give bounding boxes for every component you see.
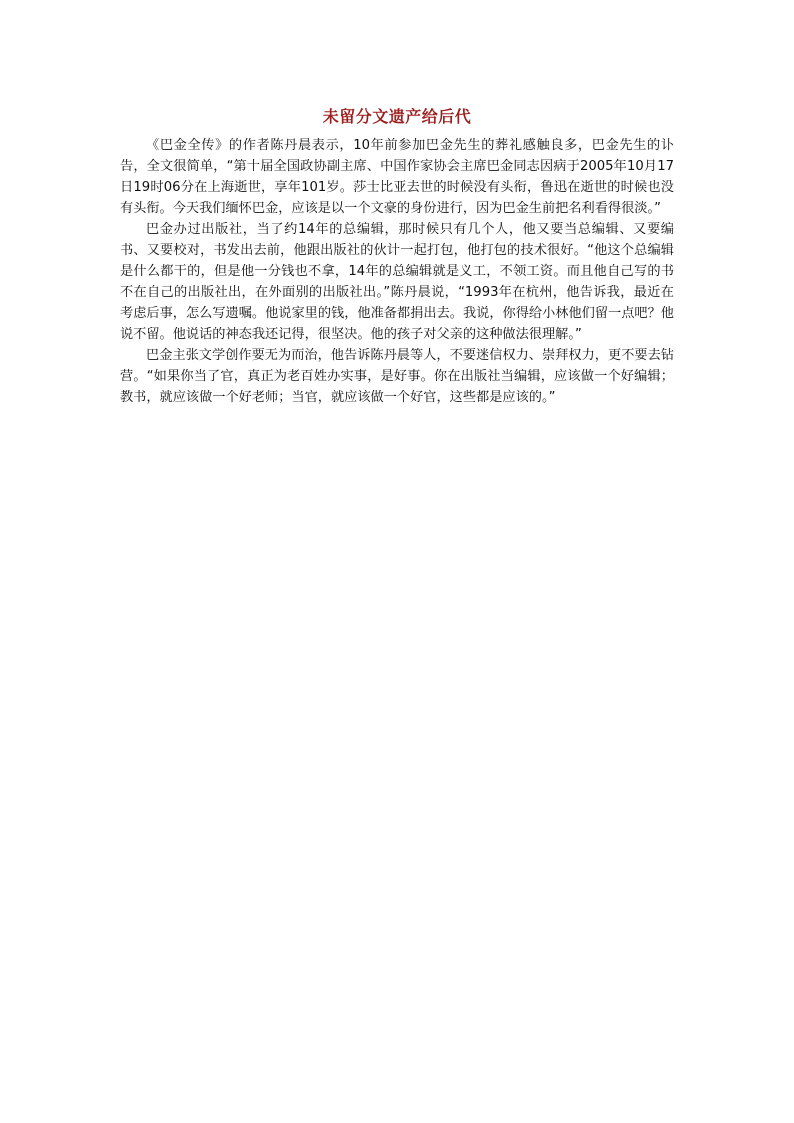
paragraph-2: 巴金办过出版社，当了约14年的总编辑，那时候只有几个人，他又要当总编辑、又要编书、又要校对，书发出去前，他跟出版社的伙计一起打包，他打包的技术很好。“他这个总编辑是什么都干的，但是他一分钱也不拿，14年的总编辑就是义工，不领工资。而且他自己写的书不在自己的出版社出，在外面别的出版社出。”陈丹晨说，“1993年在杭州，他告诉我，最近在考虑后事，怎么写遗嘱。他说家里的钱，他准备都捐出去。我说，你得给小林他们留一点吧？他说不留。他说话的神态我还记得，很坚决。他的孩子对父亲的这种做法很理解。” bbox=[120, 222, 674, 342]
article bbox=[120, 103, 674, 408]
paragraph-1: 《巴金全传》的作者陈丹晨表示，10年前参加巴金先生的葬礼感触良多，巴金先生的讣告，全文很简单，“第十届全国政协副主席、中国作家协会主席巴金同志因病于2005年10月17日19时06分在上海逝世，享年101岁。莎士比亚去世的时候没有头衔，鲁迅在逝世的时候也没有头衔。今天我们缅怀巴金，应该是以一个文豪的身份进行，因为巴金生前把名利看得很淡。” bbox=[120, 138, 674, 216]
paragraph-3: 巴金主张文学创作要无为而治，他告诉陈丹晨等人，不要迷信权力、崇拜权力，更不要去钻营。“如果你当了官，真正为老百姓办实事，是好事。你在出版社当编辑，应该做一个好编辑；教书，就应该做一个好老师；当官，就应该做一个好官，这些都是应该的。” bbox=[120, 348, 674, 405]
article-title: 未留分文遗产给后代 bbox=[322, 107, 472, 126]
